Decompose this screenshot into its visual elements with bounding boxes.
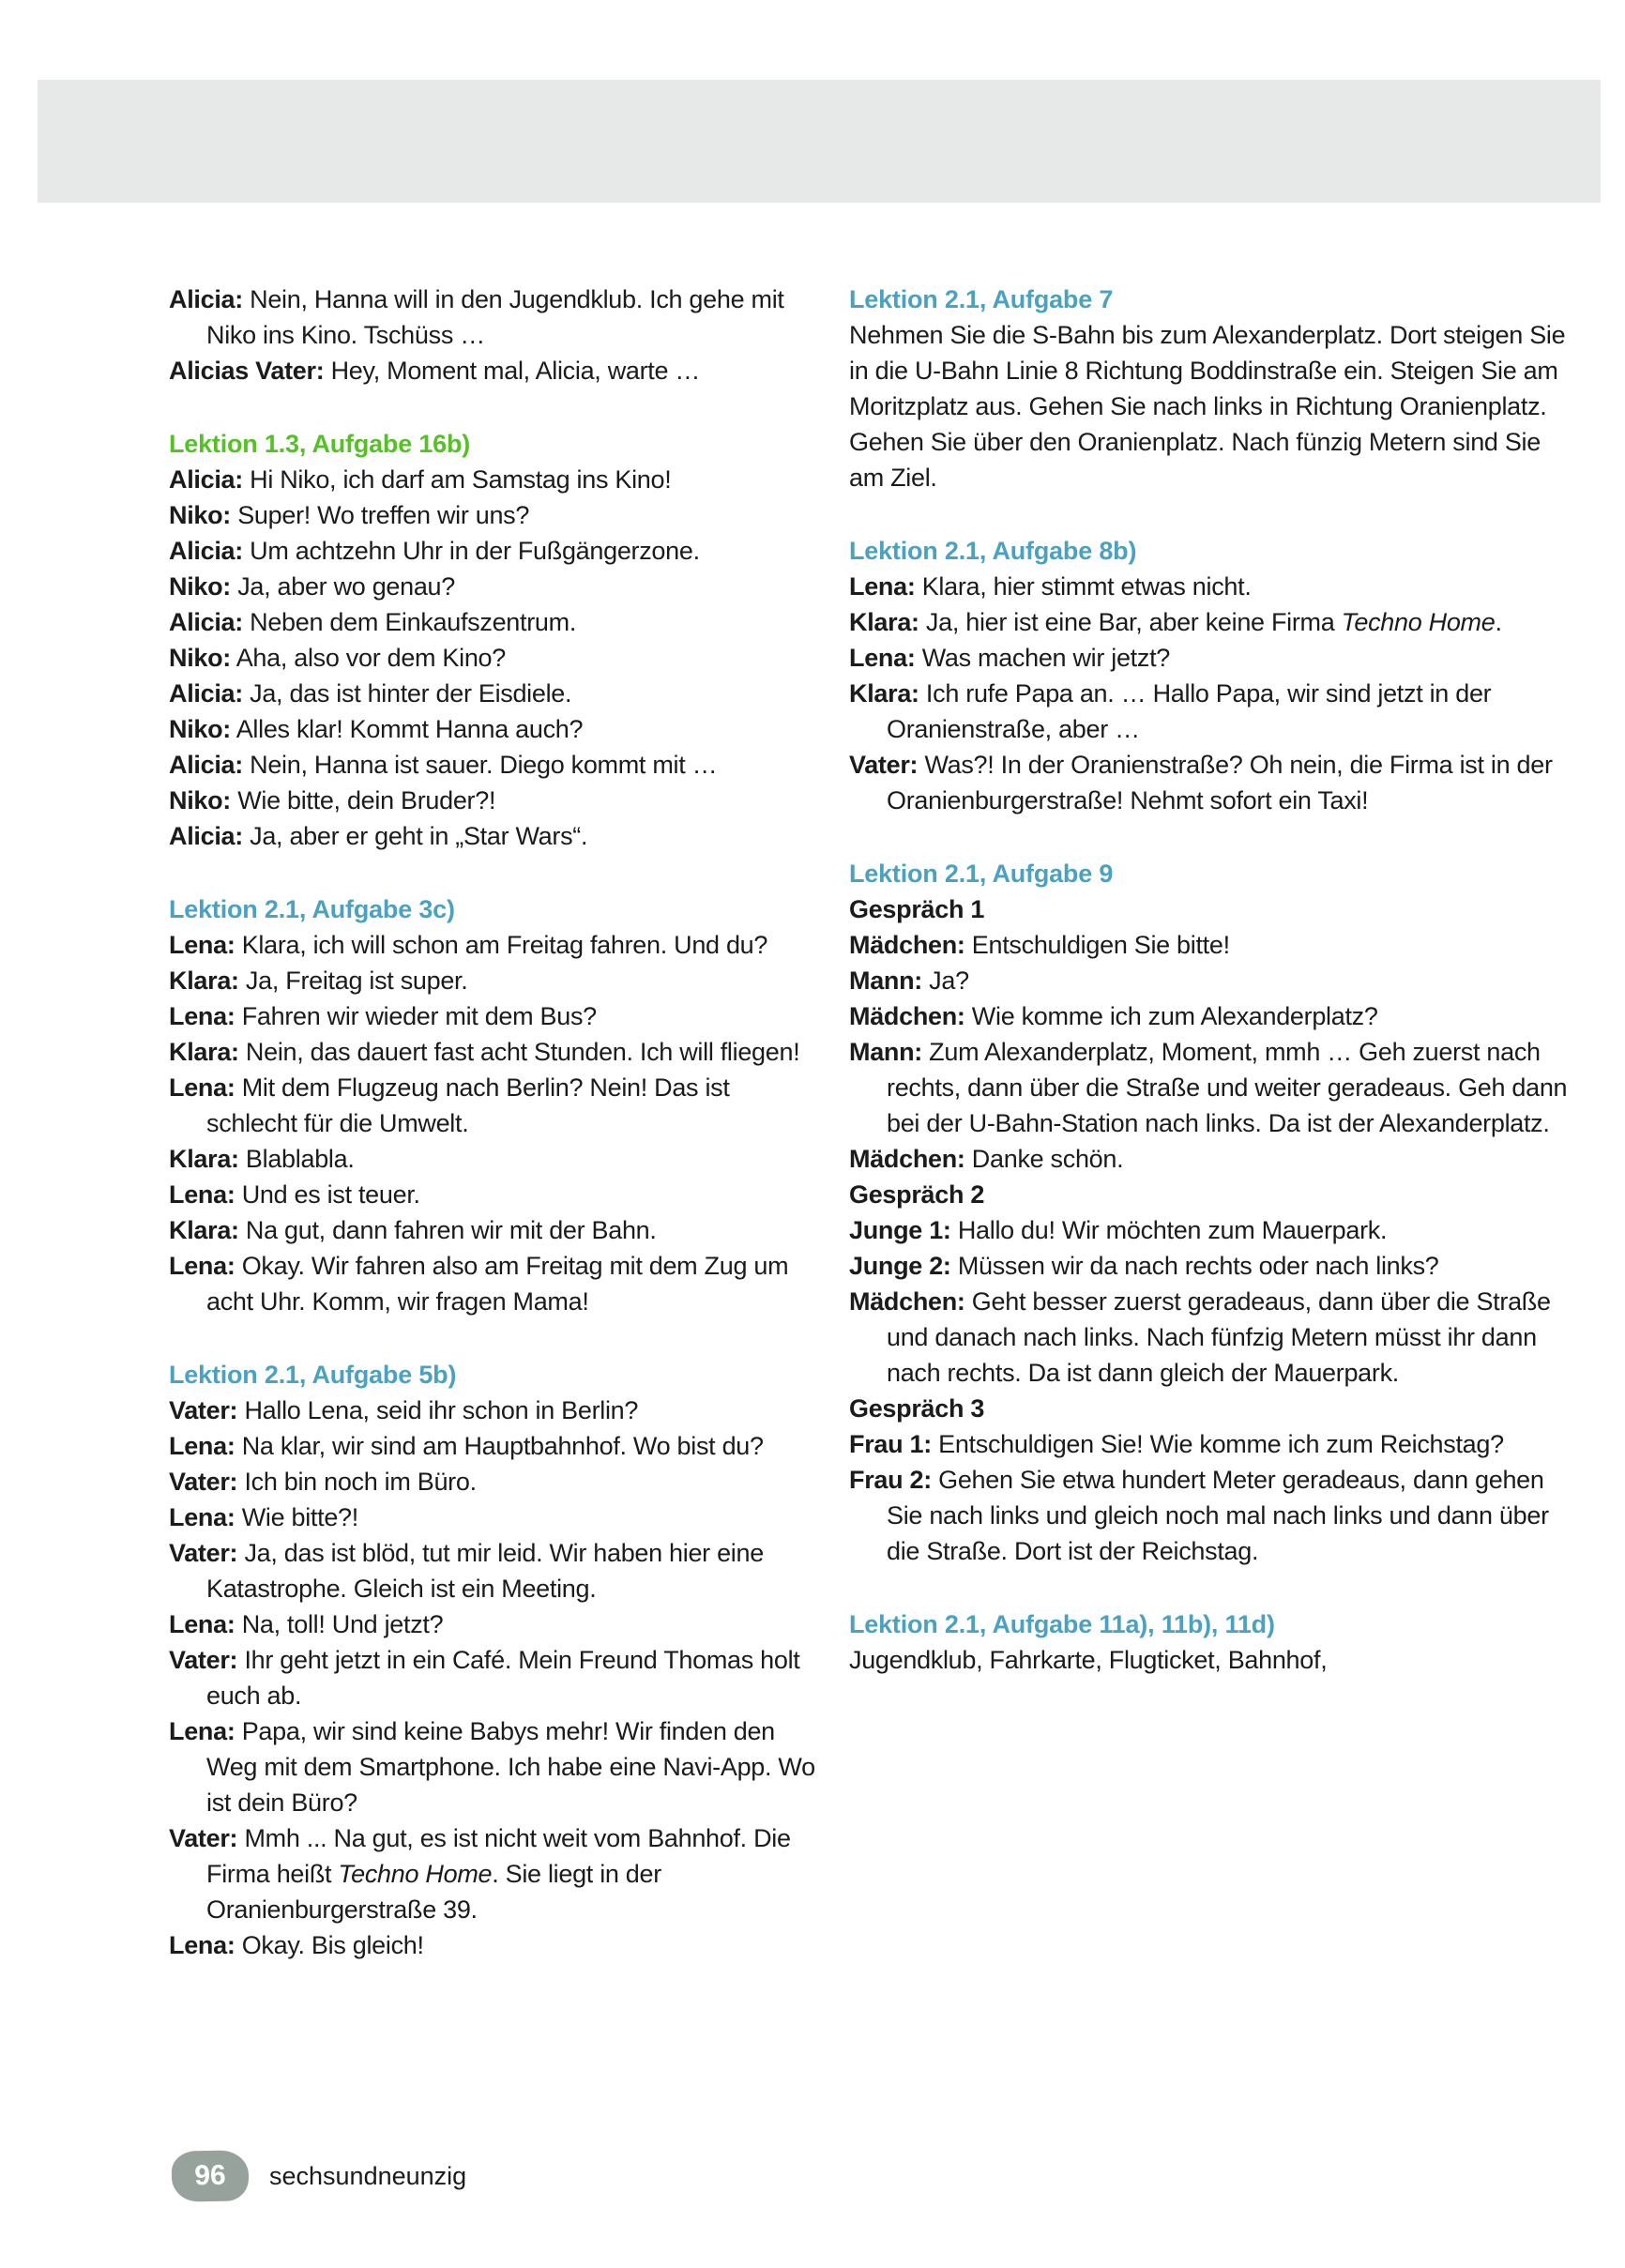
speaker-name: Junge 2: — [849, 1252, 951, 1280]
dialogue-line: Klara: Na gut, dann fahren wir mit der Bahn. — [169, 1216, 657, 1244]
speaker-name: Mädchen: — [849, 931, 965, 959]
speaker-name: Vater: — [169, 1646, 238, 1674]
dialogue-line: Alicia: Um achtzehn Uhr in der Fußgängerzone. — [169, 537, 700, 565]
top-header-band — [38, 80, 1601, 203]
speaker-name: Mädchen: — [849, 1002, 965, 1030]
italic-text: Techno Home — [1341, 608, 1496, 636]
speaker-name: Lena: — [849, 644, 916, 672]
speaker-name: Vater: — [169, 1468, 238, 1496]
speaker-name: Alicia: — [169, 537, 243, 565]
dialogue-line: Lena: Und es ist teuer. — [169, 1180, 420, 1209]
dialogue-line: Niko: Ja, aber wo genau? — [169, 572, 455, 601]
section-heading: Lektion 2.1, Aufgabe 9 — [849, 860, 1114, 888]
speaker-name: Lena: — [169, 1931, 235, 1959]
speaker-name: Alicia: — [169, 465, 243, 494]
speaker-name: Vater: — [849, 751, 919, 779]
speaker-name: Lena: — [169, 1432, 235, 1460]
speaker-name: Frau 1: — [849, 1430, 932, 1458]
dialogue-line: Mädchen: Entschuldigen Sie bitte! — [849, 931, 1230, 959]
transcript-section — [849, 1606, 1581, 1678]
speaker-name: Alicia: — [169, 679, 243, 708]
transcript-section — [849, 282, 1581, 495]
speaker-name: Lena: — [169, 1610, 235, 1638]
speaker-name: Alicia: — [169, 751, 243, 779]
speaker-name: Alicia: — [169, 822, 243, 850]
speaker-name: Lena: — [169, 931, 235, 959]
italic-text: Techno Home — [338, 1860, 493, 1888]
speaker-name: Klara: — [849, 679, 919, 708]
speaker-name: Lena: — [169, 1073, 235, 1102]
dialogue-line: Lena: Wie bitte?! — [169, 1503, 358, 1531]
transcript-section — [849, 533, 1581, 818]
speaker-name: Mann: — [849, 967, 922, 995]
dialogue-line: Niko: Super! Wo treffen wir uns? — [169, 501, 530, 529]
dialogue-line: Alicia: Nein, Hanna will in den Jugendklub. Ich gehe mit Niko ins Kino. Tschüss … — [169, 285, 784, 349]
transcript-section — [169, 891, 826, 1319]
conversation-subheading: Gespräch 1 — [849, 895, 985, 923]
dialogue-line: Frau 1: Entschuldigen Sie! Wie komme ich zum Reichstag? — [849, 1430, 1504, 1458]
speaker-name: Lena: — [169, 1252, 235, 1280]
dialogue-line: Alicia: Nein, Hanna ist sauer. Diego kommt mit … — [169, 751, 718, 779]
dialogue-line: Junge 1: Hallo du! Wir möchten zum Mauerpark. — [849, 1216, 1388, 1244]
dialogue-line: Mann: Zum Alexanderplatz, Moment, mmh … Geh zuerst nach rechts, dann über die Straße und weiter geradeaus. Geh dann bei der U-Bahn-Station nach links. Da ist der Alexanderplatz. — [849, 1038, 1568, 1137]
dialogue-line: Alicia: Neben dem Einkaufszentrum. — [169, 608, 577, 636]
section-heading: Lektion 2.1, Aufgabe 7 — [849, 285, 1114, 313]
speaker-name: Alicia: — [169, 608, 243, 636]
dialogue-line: Vater: Mmh ... Na gut, es ist nicht weit vom Bahnhof. Die Firma heißt Techno Home. Sie liegt in der Oranienburgerstraße 39. — [169, 1824, 791, 1924]
section-heading: Lektion 2.1, Aufgabe 3c) — [169, 895, 455, 923]
transcript-section — [169, 1357, 826, 1963]
dialogue-line: Klara: Ich rufe Papa an. … Hallo Papa, wir sind jetzt in der Oranienstraße, aber … — [849, 679, 1492, 743]
dialogue-line: Mädchen: Danke schön. — [849, 1145, 1124, 1173]
speaker-name: Lena: — [169, 1002, 235, 1030]
page-number-word: sechsundneunzig — [269, 2162, 467, 2190]
dialogue-line: Lena: Klara, ich will schon am Freitag fahren. Und du? — [169, 931, 768, 959]
dialogue-line: Nehmen Sie die S-Bahn bis zum Alexanderplatz. Dort steigen Sie in die U-Bahn Linie 8 Richtung Boddinstraße ein. Steigen Sie am Moritzplatz aus. Gehen Sie nach links in Richtung Oranienplatz. Gehen Sie über den Oranienplatz. Nach fünzig Metern sind Sie am Ziel. — [849, 321, 1566, 492]
dialogue-line: Vater: Hallo Lena, seid ihr schon in Berlin? — [169, 1396, 639, 1424]
page-number-badge — [172, 2150, 250, 2201]
dialogue-line: Vater: Was?! In der Oranienstraße? Oh nein, die Firma ist in der Oranienburgerstraße! Nehmt sofort ein Taxi! — [849, 751, 1553, 814]
conversation-subheading: Gespräch 3 — [849, 1394, 985, 1423]
dialogue-line: Lena: Okay. Wir fahren also am Freitag mit dem Zug um acht Uhr. Komm, wir fragen Mama! — [169, 1252, 789, 1316]
dialogue-line: Jugendklub, Fahrkarte, Flugticket, Bahnhof, — [849, 1646, 1328, 1674]
section-heading: Lektion 1.3, Aufgabe 16b) — [169, 430, 471, 458]
right-column — [849, 282, 1581, 1715]
dialogue-line: Klara: Blablabla. — [169, 1145, 355, 1173]
speaker-name: Lena: — [849, 572, 916, 601]
dialogue-line: Lena: Papa, wir sind keine Babys mehr! Wir finden den Weg mit dem Smartphone. Ich habe eine Navi-App. Wo ist dein Büro? — [169, 1717, 815, 1817]
speaker-name: Mann: — [849, 1038, 922, 1066]
dialogue-line: Frau 2: Gehen Sie etwa hundert Meter geradeaus, dann gehen Sie nach links und gleich noch mal nach links und dann über die Straße. Dort ist der Reichstag. — [849, 1466, 1549, 1565]
dialogue-line: Junge 2: Müssen wir da nach rechts oder nach links? — [849, 1252, 1439, 1280]
speaker-name: Niko: — [169, 644, 232, 672]
page-number: 96 — [194, 2159, 226, 2192]
speaker-name: Mädchen: — [849, 1145, 965, 1173]
dialogue-line: Lena: Was machen wir jetzt? — [849, 644, 1170, 672]
dialogue-line: Klara: Ja, hier ist eine Bar, aber keine Firma Techno Home. — [849, 608, 1502, 636]
speaker-name: Lena: — [169, 1717, 235, 1745]
left-column — [169, 282, 826, 2001]
dialogue-line: Mädchen: Geht besser zuerst geradeaus, dann über die Straße und danach nach links. Nach fünfzig Metern müsst ihr dann nach rechts. Da ist dann gleich der Mauerpark. — [849, 1287, 1551, 1387]
speaker-name: Klara: — [169, 1038, 239, 1066]
speaker-name: Alicias Vater: — [169, 357, 325, 385]
speaker-name: Klara: — [169, 967, 239, 995]
section-heading: Lektion 2.1, Aufgabe 8b) — [849, 537, 1137, 565]
dialogue-line: Vater: Ja, das ist blöd, tut mir leid. Wir haben hier eine Katastrophe. Gleich ist ein Meeting. — [169, 1539, 764, 1603]
dialogue-line: Lena: Na, toll! Und jetzt? — [169, 1610, 444, 1638]
section-heading: Lektion 2.1, Aufgabe 11a), 11b), 11d) — [849, 1610, 1275, 1638]
speaker-name: Niko: — [169, 715, 232, 743]
section-heading: Lektion 2.1, Aufgabe 5b) — [169, 1361, 457, 1389]
dialogue-line: Vater: Ich bin noch im Büro. — [169, 1468, 477, 1496]
dialogue-line: Lena: Fahren wir wieder mit dem Bus? — [169, 1002, 597, 1030]
dialogue-line: Lena: Okay. Bis gleich! — [169, 1931, 424, 1959]
dialogue-line: Niko: Alles klar! Kommt Hanna auch? — [169, 715, 584, 743]
dialogue-line: Niko: Aha, also vor dem Kino? — [169, 644, 506, 672]
speaker-name: Frau 2: — [849, 1466, 932, 1494]
dialogue-line: Lena: Mit dem Flugzeug nach Berlin? Nein! Das ist schlecht für die Umwelt. — [169, 1073, 730, 1137]
dialogue-line: Alicia: Hi Niko, ich darf am Samstag ins Kino! — [169, 465, 672, 494]
dialogue-line: Lena: Na klar, wir sind am Hauptbahnhof. Wo bist du? — [169, 1432, 764, 1460]
dialogue-line: Klara: Nein, das dauert fast acht Stunden. Ich will fliegen! — [169, 1038, 800, 1066]
speaker-name: Niko: — [169, 786, 232, 814]
speaker-name: Vater: — [169, 1396, 238, 1424]
speaker-name: Klara: — [849, 608, 919, 636]
speaker-name: Junge 1: — [849, 1216, 951, 1244]
speaker-name: Lena: — [169, 1180, 235, 1209]
dialogue-line: Mädchen: Wie komme ich zum Alexanderplatz? — [849, 1002, 1378, 1030]
speaker-name: Niko: — [169, 572, 232, 601]
speaker-name: Vater: — [169, 1539, 238, 1567]
speaker-name: Vater: — [169, 1824, 238, 1852]
speaker-name: Mädchen: — [849, 1287, 965, 1316]
dialogue-line: Lena: Klara, hier stimmt etwas nicht. — [849, 572, 1252, 601]
dialogue-line: Niko: Wie bitte, dein Bruder?! — [169, 786, 496, 814]
transcript-section — [849, 856, 1581, 1569]
dialogue-line: Vater: Ihr geht jetzt in ein Café. Mein Freund Thomas holt euch ab. — [169, 1646, 800, 1710]
dialogue-line: Alicia: Ja, aber er geht in „Star Wars“. — [169, 822, 588, 850]
conversation-subheading: Gespräch 2 — [849, 1180, 985, 1209]
transcript-section — [169, 282, 826, 388]
dialogue-line: Alicias Vater: Hey, Moment mal, Alicia, warte … — [169, 357, 701, 385]
transcript-section — [169, 426, 826, 854]
speaker-name: Klara: — [169, 1145, 239, 1173]
speaker-name: Klara: — [169, 1216, 239, 1244]
dialogue-line: Mann: Ja? — [849, 967, 969, 995]
dialogue-line: Klara: Ja, Freitag ist super. — [169, 967, 468, 995]
dialogue-line: Alicia: Ja, das ist hinter der Eisdiele. — [169, 679, 572, 708]
speaker-name: Lena: — [169, 1503, 235, 1531]
speaker-name: Alicia: — [169, 285, 243, 313]
speaker-name: Niko: — [169, 501, 232, 529]
